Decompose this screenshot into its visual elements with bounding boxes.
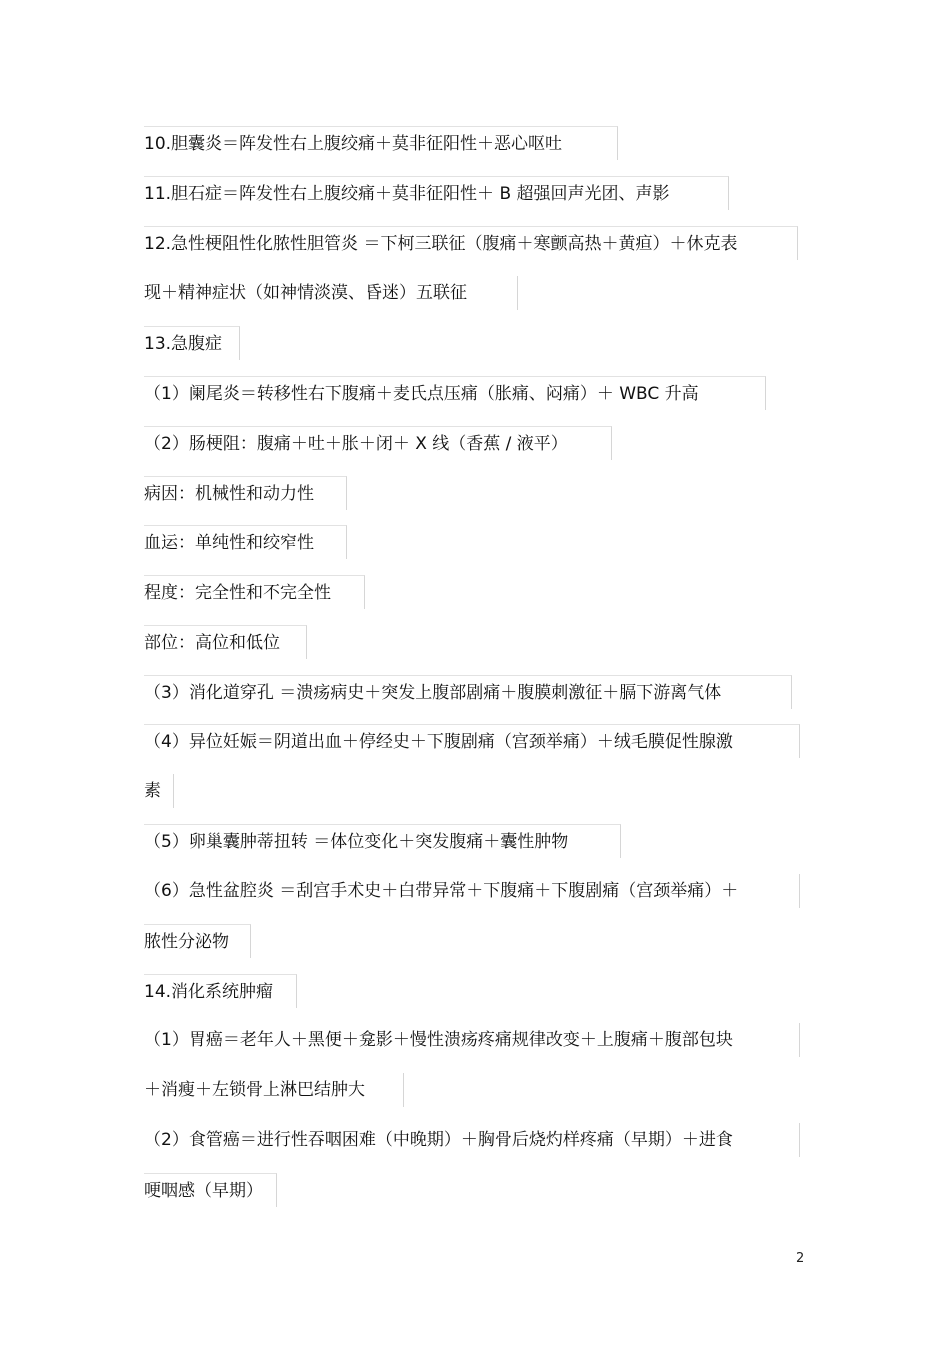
text-line: 现＋精神症状（如神情淡漠、昏迷）五联征 — [144, 276, 518, 310]
text-line: （2）肠梗阻：腹痛＋吐＋胀＋闭＋ X 线（香蕉 / 液平） — [144, 426, 612, 460]
text-line: 10.胆囊炎＝阵发性右上腹绞痛＋莫非征阳性＋恶心呕吐 — [144, 126, 618, 160]
text-line: ＋消瘦＋左锁骨上淋巴结肿大 — [144, 1073, 404, 1107]
page-number: 2 — [796, 1251, 805, 1266]
text-line: （1）阑尾炎＝转移性右下腹痛＋麦氏点压痛（胀痛、闷痛）＋ WBC 升高 — [144, 376, 766, 410]
text-line: 哽咽感（早期） — [144, 1173, 277, 1207]
text-line: 程度：完全性和不完全性 — [144, 575, 365, 609]
section-heading: 14.消化系统肿瘤 — [144, 974, 297, 1008]
text-line: （1）胃癌＝老年人＋黑便＋龛影＋慢性溃疡疼痛规律改变＋上腹痛＋腹部包块 — [144, 1023, 800, 1057]
text-line: 脓性分泌物 — [144, 924, 251, 958]
section-heading: 13.急腹症 — [144, 326, 240, 360]
text-line: 素 — [144, 774, 174, 808]
text-line: 12.急性梗阻性化脓性胆管炎 ＝下柯三联征（腹痛＋寒颤高热＋黄疸）＋休克表 — [144, 226, 798, 260]
text-line: （3）消化道穿孔 ＝溃疡病史＋突发上腹部剧痛＋腹膜刺激征＋膈下游离气体 — [144, 675, 792, 709]
text-line: 血运：单纯性和绞窄性 — [144, 525, 347, 559]
text-line: 部位：高位和低位 — [144, 625, 307, 659]
text-line: （4）异位妊娠＝阴道出血＋停经史＋下腹剧痛（宫颈举痛）＋绒毛膜促性腺激 — [144, 724, 800, 758]
text-line: （2）食管癌＝进行性吞咽困难（中晚期）＋胸骨后烧灼样疼痛（早期）＋进食 — [144, 1123, 800, 1157]
text-line: 病因：机械性和动力性 — [144, 476, 347, 510]
text-line: （5）卵巢囊肿蒂扭转 ＝体位变化＋突发腹痛＋囊性肿物 — [144, 824, 621, 858]
text-line: 11.胆石症＝阵发性右上腹绞痛＋莫非征阳性＋ B 超强回声光团、声影 — [144, 176, 729, 210]
text-line: （6）急性盆腔炎 ＝刮宫手术史＋白带异常＋下腹痛＋下腹剧痛（宫颈举痛）＋ — [144, 874, 800, 908]
